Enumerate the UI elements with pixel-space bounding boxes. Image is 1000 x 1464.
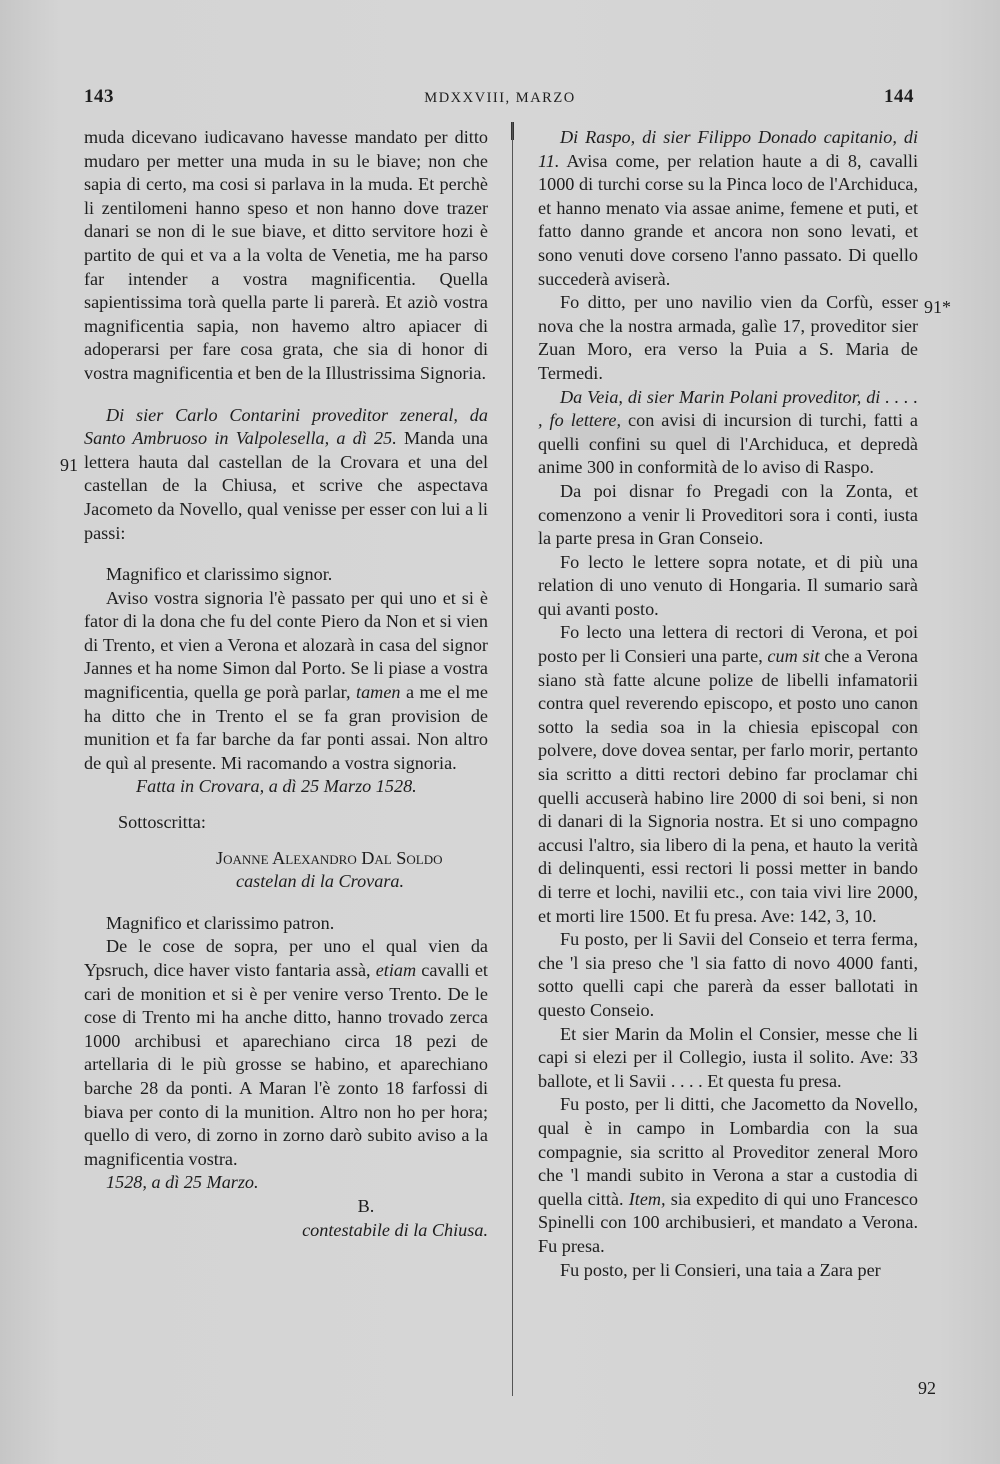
text-run: Fo lecto le lettere sopra notate, et di più una relation di uno venuto di Hongaria. Il sumario sarà qui avanti posto.: [538, 551, 918, 619]
right-column-paragraph: [538, 1259, 918, 1283]
right-column-paragraph: [538, 291, 918, 385]
text-run: Sottoscritta:: [118, 812, 206, 833]
left-column-paragraph: [84, 1219, 488, 1243]
left-column-paragraph: [84, 935, 488, 1171]
text-run: muda dicevano iudicavano havesse mandato per ditto mudaro per metter una muda in su le biave; non che sapia di certo, ma cosi si parlava in la muda. Et perchè li zentilomeni hanno speso et non hanno dove trazer danari se non di le sue biave, et ditto servitore hozi è partito de qui et va a la volta de Venetia, me ha parso far intender a vostra magnificentia. Quella sapientissima torà quella parte li parerà. Et aziò vostra magnificentia sapia, non havemo altro apiacer di adoperarsi per fare cosa grata, che sia di honor di vostra magnificentia et ben de la Illustrissima Signoria.: [84, 127, 488, 383]
right-column-paragraph: [538, 480, 918, 551]
text-run: Aviso vostra signoria l'è passato per qui uno et si è fator di la dona che fu del conte Piero da Non et si vien di Trento, et vien a Verona et alozarà in casa del signor Jannes et ha nome Simon dal Porto. Se li piase a vostra magnificentia, quella ge porà parlar,: [84, 587, 488, 703]
italic-text-run: 1528, a dì 25 Marzo.: [106, 1172, 259, 1193]
text-run: Manda una lettera hauta dal castellan de la Crovara et una del castellan de la Chiusa, et scrive che aspectava Jacometo da Novello, qual venisse per esser con lui a li passi:: [84, 428, 488, 543]
italic-text-run: tamen: [356, 682, 401, 703]
text-run: sia expedito di qui uno Francesco Spinelli con 100 archibusieri, et mandato a Verona. Fu presa.: [538, 1188, 918, 1256]
italic-text-run: Di Raspo, di sier Filippo Donado capitanio, di 11.: [538, 127, 918, 171]
text-run: Et sier Marin da Molin el Consier, messe che li capi si elezi per il Collegio, iusta il solito. Ave: 33 ballote, et li Savii . . . . Et questa fu presa.: [538, 1023, 918, 1091]
page-number-left: 143: [84, 86, 114, 107]
text-run: Fu posto, per li ditti, che Jacometto da Novello, qual è in campo in Lombardia con la sua compagnie, sia scritto al Proveditor zeneral Moro che 'l mandi subito in Verona a star a custodia di quella città.: [538, 1094, 918, 1209]
left-column-paragraph: [84, 1195, 488, 1219]
text-run: a me el me ha ditto che in Trento el se fa gran provision de munition et fa far barche da far ponti assai. Non altro de quì al presente. Mi racomando a vostra signoria.: [84, 682, 488, 773]
right-column-paragraph: [538, 551, 918, 622]
running-head: MDXXVIII, MARZO: [424, 90, 576, 106]
left-column-paragraph: [84, 404, 488, 546]
text-run: B.: [357, 1195, 375, 1216]
right-column-paragraph: [538, 1093, 918, 1258]
text-run: Joanne Alexandro Dal Soldo: [216, 847, 443, 868]
left-column-paragraph: [84, 847, 488, 871]
text-run: Avisa come, per relation haute a di 8, cavalli 1000 di turchi corse su la Pinca loco de l'Archiduca, et hanno menato via assae anime, femene et puti, et fatto danno grande et ancora non sono levati, et sono venuti dove corseno l'anno passato. Di quello succederà aviserà.: [538, 150, 918, 289]
italic-text-run: cum sit: [767, 646, 820, 667]
italic-text-run: Di sier Carlo Contarini proveditor zeneral, da Santo Ambruoso in Valpolesella, a dì 25.: [84, 404, 488, 449]
left-column-paragraph: [84, 775, 488, 799]
text-run: Fo ditto, per uno navilio vien da Corfù, esser nova che la nostra armada, galìe 17, proveditor sier Zuan Moro, era verso la Puia a S. Maria de Termedi.: [538, 292, 918, 383]
left-column-paragraph: [84, 912, 488, 936]
column-divider: [512, 122, 513, 1396]
italic-text-run: Item,: [628, 1188, 666, 1209]
text-run: Fu posto, per li Consieri, una taia a Zara per: [560, 1259, 881, 1280]
right-column-paragraph: [538, 928, 918, 1022]
italic-text-run: Da Veia, di sier Marin Polani proveditor, di . . . . , fo lettere,: [538, 386, 918, 431]
left-column-paragraph: [84, 587, 488, 776]
text-run: Magnifico et clarissimo signor.: [106, 564, 333, 585]
right-column-paragraph: [538, 621, 918, 928]
margin-number-92: 92: [918, 1378, 936, 1398]
left-column-paragraph: [84, 126, 488, 386]
right-column: [538, 126, 918, 1282]
right-column-paragraph: [538, 126, 918, 291]
text-run: Fu posto, per li Savii del Conseio et terra ferma, che 'l sia preso che 'l sia fatto di novo 4000 fanti, sotto quelli capi che parerà da esser ballotati in questo Conseio.: [538, 929, 918, 1020]
left-column-paragraph: [84, 870, 488, 894]
text-run: con avisi di incursion di turchi, fatti a quelli confini su quel di l'Archiduca, et depredà anime 300 in conformità de lo aviso di Raspo.: [538, 410, 918, 478]
text-run: che a Verona siano stà fatte alcune polize de libelli infamatorii contra quel reverendo episcopo, et posto uno canon sotto la sedia soa in la chiesia episcopal con polvere, dove dovea sentar, per farlo morir, pertanto sia scritto a ditti rectori debino far proclamar chi quelli accuserà habino lire 2000 di soi beni, si non di danari di la Signoria nostra. Et si uno compagno accusi l'altro, sia libero di la pena, et hauto la verità di delinquenti, essi rectori li possi metter in bando di terre et lochi, navilii etc., con taia vivi lire 2000, et morti lire 1500. Et fu presa. Ave: 142, 3, 10.: [538, 646, 918, 926]
left-column-paragraph: [84, 563, 488, 587]
margin-number-91: 91: [60, 455, 78, 475]
text-run: cavalli et cari de monition et si è per venire verso Trento. De le cose di Trento mi ha anche ditto, hanno trovado zerca 1000 archibusi et aparechiano circa 18 pezi de artellaria di le più grosse se habino, et aparechiano barche 28 da ponti. A Maran l'è zonto 18 farfossi di biava per conto di la munition. Altro non ho per hora; quello di vero, di zorno in zorno darò subito aviso a la magnificentia vostra.: [84, 960, 488, 1169]
text-run: Fo lecto una lettera di rectori di Verona, et poi posto per li Consieri una parte,: [538, 622, 918, 667]
left-column-paragraph: [84, 811, 488, 835]
text-run: contestabile di la Chiusa.: [302, 1219, 488, 1240]
left-column-paragraph: [84, 1171, 488, 1195]
page-number-right: 144: [884, 86, 914, 107]
left-column: [84, 126, 488, 1242]
text-run: Da poi disnar fo Pregadi con la Zonta, et comenzono a venir li Proveditori sora i conti, iusta la parte presa in Gran Conseio.: [538, 480, 918, 549]
margin-number-91-star: 91*: [924, 297, 951, 317]
text-run: De le cose de sopra, per uno el qual vien da Ypsruch, dice haver visto fantaria assà,: [84, 936, 488, 980]
right-column-paragraph: [538, 386, 918, 480]
italic-text-run: etiam: [375, 960, 417, 980]
italic-text-run: Fatta in Crovara, a dì 25 Marzo 1528.: [136, 776, 417, 797]
right-column-paragraph: [538, 1023, 918, 1094]
text-run: castelan di la Crovara.: [236, 871, 405, 892]
text-run: Magnifico et clarissimo patron.: [106, 912, 335, 933]
